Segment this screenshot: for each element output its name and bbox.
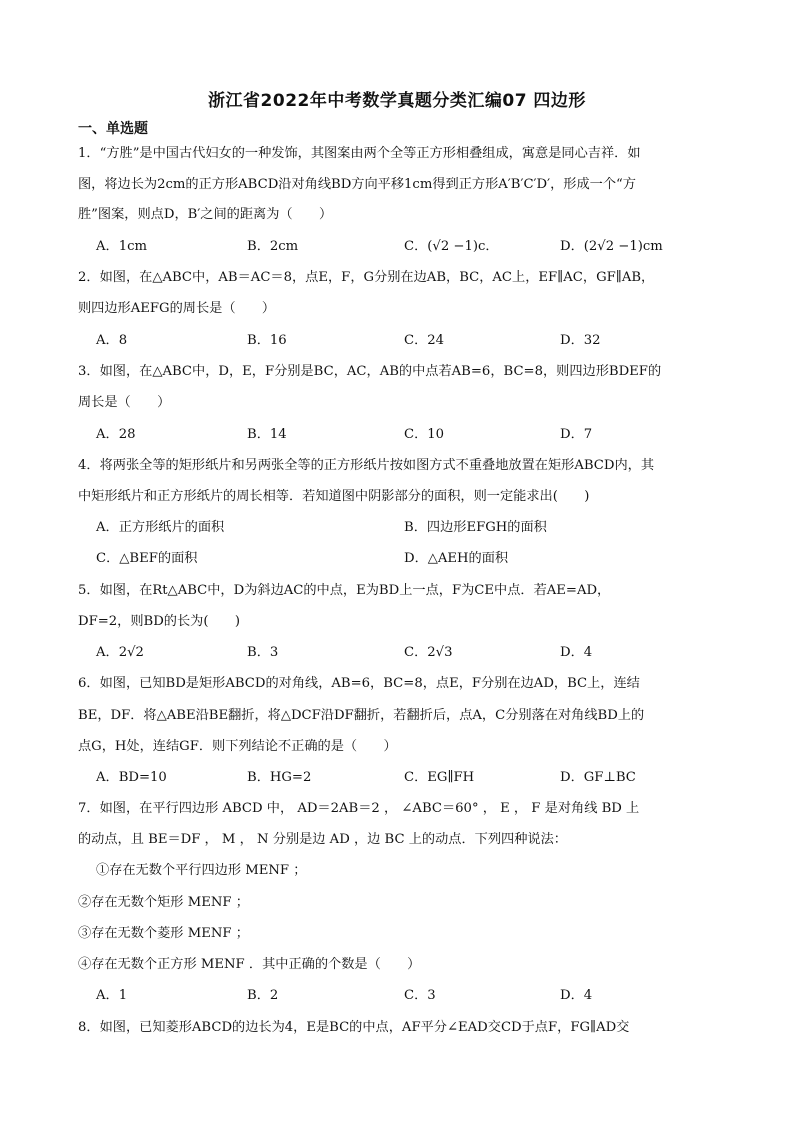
q7-option-d: D．4 <box>560 988 593 1003</box>
q5-line-2: DF=2，则BD的长为( ) <box>78 614 241 629</box>
q4-line-2: 中矩形纸片和正方形纸片的周长相等．若知道图中阴影部分的面积，则一定能求出( ) <box>78 489 590 504</box>
q5-option-d: D．4 <box>560 645 593 660</box>
q1-line-3: 胜”图案，则点D，B′之间的距离为（ ） <box>78 207 333 222</box>
q3-option-c: C．10 <box>404 427 445 442</box>
q2-option-c: C．24 <box>404 333 445 348</box>
q2-line-1: 2．如图，在△ABC中，AB＝AC＝8，点E，F，G分别在边AB，BC，AC上，EF∥AC，GF∥AB， <box>78 270 655 285</box>
q7-option-a: A．1 <box>96 988 128 1003</box>
q6-line-1: 6．如图，已知BD是矩形ABCD的对角线，AB=6，BC=8，点E，F分别在边AD，BC上，连结 <box>78 676 640 691</box>
q7-statement-4: ④存在无数个正方形 MENF ．其中正确的个数是（ ） <box>78 957 421 972</box>
q6-option-d: D．GF⊥BC <box>560 770 636 785</box>
q4-option-b: B．四边形EFGH的面积 <box>404 520 547 535</box>
q1-option-b: B．2cm <box>247 239 299 254</box>
q1-option-d: D．(2√2 −1)cm <box>560 239 663 254</box>
q1-option-c: C．(√2 −1)c． <box>404 239 499 254</box>
q4-option-d: D．△AEH的面积 <box>404 551 509 566</box>
q8-line-1: 8．如图，已知菱形ABCD的边长为4，E是BC的中点，AF平分∠EAD交CD于点F，FG∥AD交 <box>78 1020 630 1035</box>
q5-option-a: A．2√2 <box>96 645 144 660</box>
q2-option-d: D．32 <box>560 333 601 348</box>
q2-option-b: B．16 <box>247 333 287 348</box>
q3-option-b: B．14 <box>247 427 287 442</box>
q7-option-b: B．2 <box>247 988 279 1003</box>
section-heading: 一、单选题 <box>78 121 148 137</box>
q4-line-1: 4．将两张全等的矩形纸片和另两张全等的正方形纸片按如图方式不重叠地放置在矩形ABCD内，其 <box>78 458 655 473</box>
q3-line-2: 周长是（ ） <box>78 395 171 410</box>
q2-option-a: A．8 <box>96 333 128 348</box>
q6-option-a: A．BD=10 <box>96 770 167 785</box>
q3-option-d: D．7 <box>560 427 593 442</box>
q3-option-a: A．28 <box>96 427 136 442</box>
q6-option-b: B．HG=2 <box>247 770 312 785</box>
q7-option-c: C．3 <box>404 988 436 1003</box>
q2-line-2: 则四边形AEFG的周长是（ ） <box>78 301 276 316</box>
page-title: 浙江省2022年中考数学真题分类汇编07 四边形 <box>208 91 586 111</box>
q5-option-b: B．3 <box>247 645 279 660</box>
q6-line-2: BE，DF．将△ABE沿BE翻折，将△DCF沿DF翻折，若翻折后，点A，C分别落在对角线BD上的 <box>78 708 645 723</box>
q1-line-1: 1．“方胜”是中国古代妇女的一种发饰，其图案由两个全等正方形相叠组成，寓意是同心吉祥．如 <box>78 146 641 161</box>
q7-line-1: 7．如图，在平行四边形 ABCD 中， AD＝2AB＝2 ， ∠ABC＝60° ， E ， F 是对角线 BD 上 <box>78 801 640 816</box>
q7-statement-2: ②存在无数个矩形 MENF ； <box>78 895 249 910</box>
q3-line-1: 3．如图，在△ABC中，D，E，F分别是BC，AC，AB的中点若AB=6，BC=8，则四边形BDEF的 <box>78 364 662 379</box>
q1-line-2: 图，将边长为2cm的正方形ABCD沿对角线BD方向平移1cm得到正方形A′B′C′D′，形成一个“方 <box>78 177 636 192</box>
q6-option-c: C．EG∥FH <box>404 770 475 785</box>
q4-option-c: C．△BEF的面积 <box>96 551 198 566</box>
q6-line-3: 点G，H处，连结GF．则下列结论不正确的是（ ） <box>78 739 397 754</box>
q7-statement-3: ③存在无数个菱形 MENF ； <box>78 926 249 941</box>
q5-line-1: 5．如图，在Rt△ABC中，D为斜边AC的中点，E为BD上一点，F为CE中点．若AE=AD， <box>78 583 611 598</box>
q1-option-a: A．1cm <box>96 239 147 254</box>
q7-statement-1: ①存在无数个平行四边形 MENF ； <box>96 863 307 878</box>
q5-option-c: C．2√3 <box>404 645 453 660</box>
q4-option-a: A．正方形纸片的面积 <box>96 520 225 535</box>
q7-line-2: 的动点，且 BE＝DF ， M ， N 分别是边 AD ，边 BC 上的动点．下列四种说法： <box>78 832 567 847</box>
